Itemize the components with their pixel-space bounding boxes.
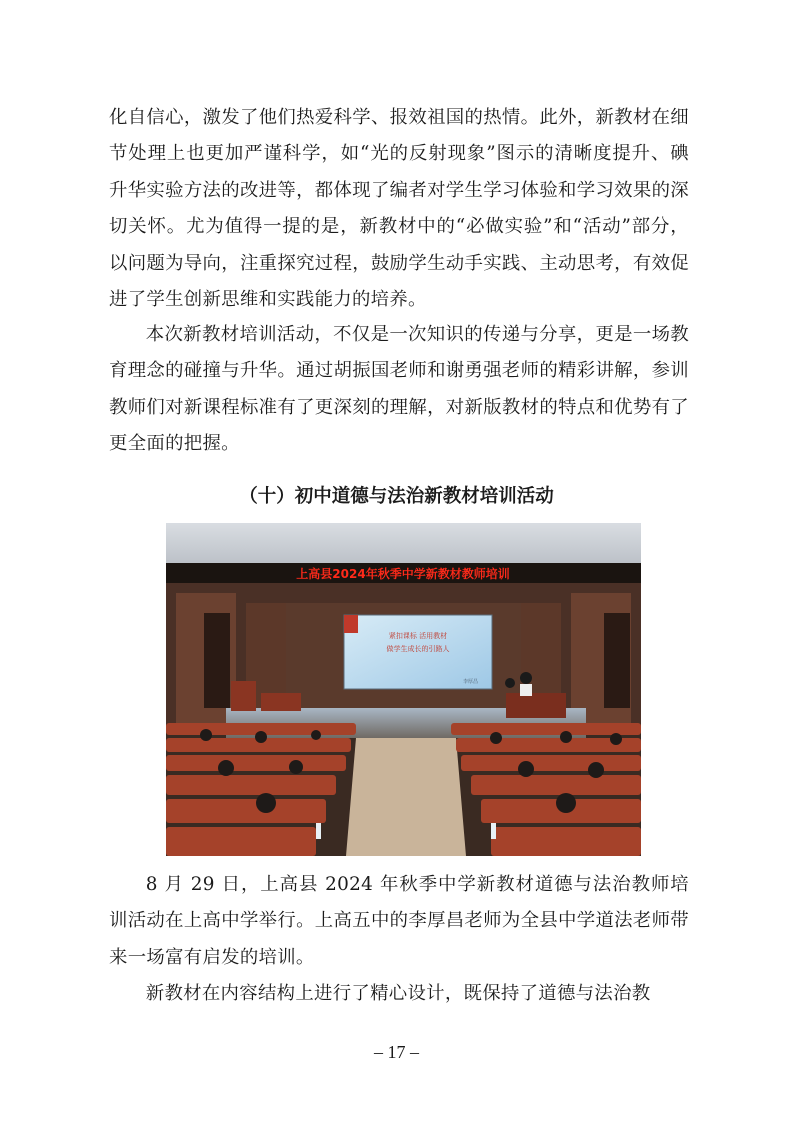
slide-author: 李厚昌 — [462, 679, 478, 685]
section-heading: （十）初中道德与法治新教材培训活动 — [239, 486, 554, 507]
slide-subtitle: 做学生成长的引路人 — [386, 645, 450, 653]
body-paragraph-4: 新教材在内容结构上进行了精心设计，既保持了道德与法治教 — [145, 983, 651, 1004]
body-paragraph-2: 本次新教材培训活动，不仅是一次知识的传递与分享，更是一场教育理念的碰撞与升华。通过胡振国老师和谢勇强老师的精彩讲解，参训教师们对新课程标准有了更深刻的理解，对新版教材的特点和优势有了更全面的把握。 — [109, 324, 689, 455]
body-paragraph-1: 化自信心，激发了他们热爱科学、报效祖国的热情。此外，新教材在细节处理上也更加严谨科学，如“光的反射现象”图示的清晰度提升、碘升华实验方法的改进等，都体现了编者对学生学习体验和学习效果的深切关怀。尤为值得一提的是，新教材中的“必做实验”和“活动”部分，以问题为导向，注重探究过程，鼓励学生动手实践、主动思考，有效促进了学生创新思维和实践能力的培养。 — [109, 107, 689, 311]
body-paragraph-3: 8 月 29 日，上高县 2024 年秋季中学新教材道德与法治教师培训活动在上高中学举行。上高五中的李厚昌老师为全县中学道法老师带来一场富有启发的培训。 — [109, 874, 689, 968]
slide-title: 紧扣课标 活用教材 — [388, 632, 448, 640]
page-number: – 17 – — [374, 1042, 419, 1062]
led-banner-text: 上高县2024年秋季中学新教材教师培训 — [296, 567, 510, 581]
training-event-photo — [166, 523, 641, 856]
